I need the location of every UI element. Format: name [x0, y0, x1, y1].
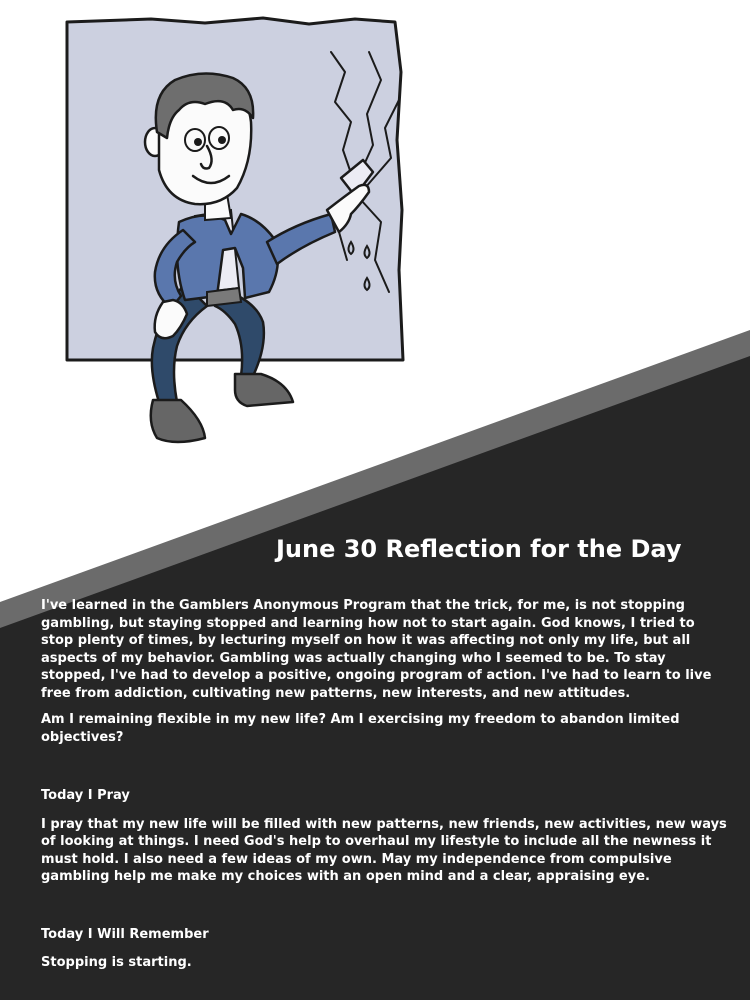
reflection-question: Am I remaining flexible in my new life? Am I exercising my freedom to abandon limited objectives?: [41, 712, 680, 745]
page-title: June 30 Reflection for the Day: [276, 535, 682, 563]
reflection-content: [41, 597, 731, 972]
cartoon-man-cracking-wall-illustration: [55, 10, 415, 460]
back-shoe: [235, 374, 293, 406]
today-i-will-remember-heading: Today I Will Remember: [41, 926, 209, 942]
reflection-paragraph: I've learned in the Gamblers Anonymous Program that the trick, for me, is not stopping gambling, but staying stopped and learning how not to start again. God knows, I tried to stop plenty of times, by lecturing myself on how it was affecting not only my life, but all aspects of my behavior. Gambling was actually changing who I seemed to be. To stay stopped, I've had to develop a positive, ongoing program of action. I've had to learn to live free from addiction, cultivating new patterns, new interests, and new attitudes.: [41, 598, 712, 701]
remember-text: Stopping is starting.: [41, 955, 192, 970]
belt: [207, 288, 241, 306]
today-i-pray-heading: Today I Pray: [41, 788, 130, 803]
prayer-text: I pray that my new life will be filled with new patterns, new friends, new activities, new ways of looking at things. I need God's help to overhaul my lifestyle to include all the newness it must hold. I also need a few ideas of my own. May my independence from compulsive gambling help me make my choices with an open mind and a clear, appraising eye.: [41, 816, 727, 884]
front-shoe: [151, 400, 205, 442]
